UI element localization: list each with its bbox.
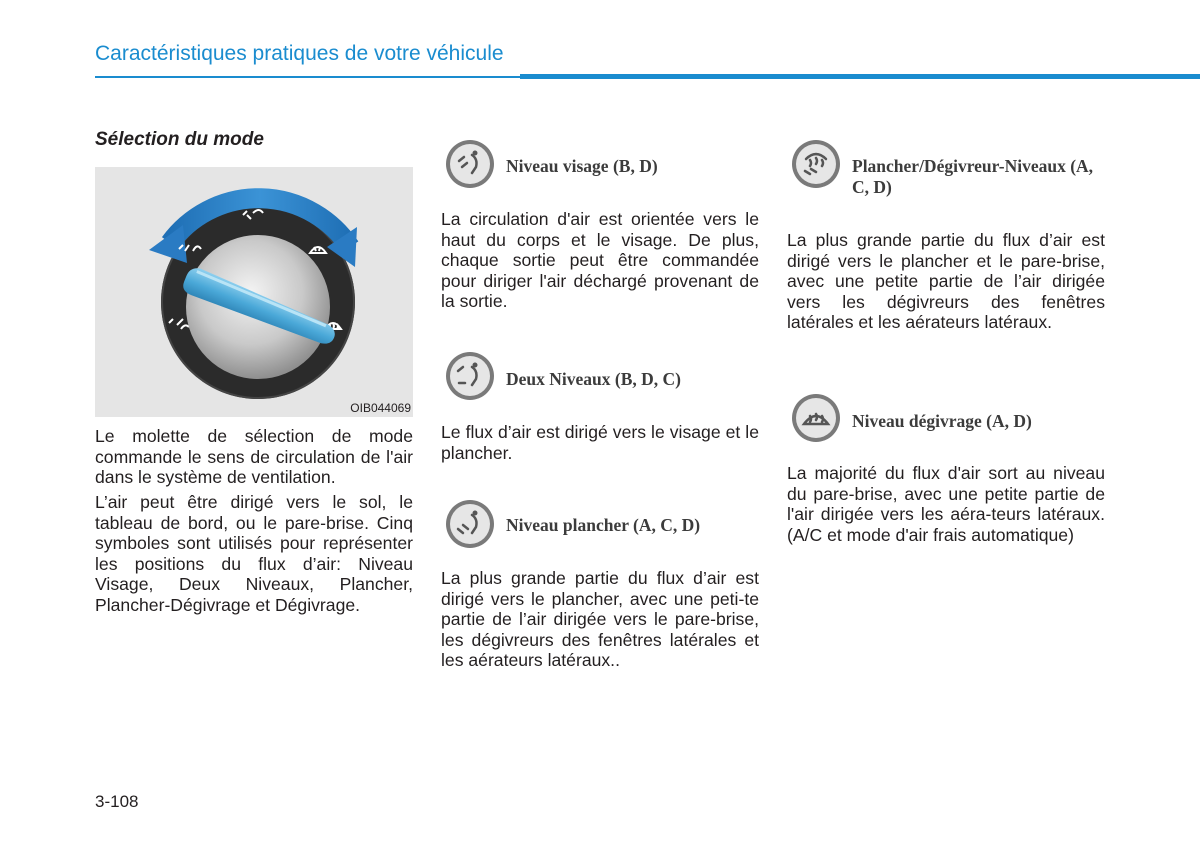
mode-title-floor: Niveau plancher (A, C, D) bbox=[506, 515, 701, 535]
header-rule bbox=[95, 76, 525, 78]
mode-description-defrost: La majorité du flux d'air sort au niveau du pare-brise, avec une petite partie de l'air dirigée vers les aéra-teurs latéraux. (A/C et mode d'air frais automatique) bbox=[787, 463, 1105, 545]
floor-vent-icon bbox=[445, 499, 495, 549]
mode-title-floor-defrost: Plancher/Dégivreur-Niveaux (A, C, D) bbox=[852, 156, 1094, 197]
bi-level-vent-icon bbox=[445, 351, 495, 401]
header-rule-bar bbox=[520, 74, 1200, 79]
mode-description-bi-level: Le flux d’air est dirigé vers le visage et le plancher. bbox=[441, 422, 759, 463]
page-number: 3-108 bbox=[95, 792, 139, 811]
mode-description-floor: La plus grande partie du flux d’air est dirigé vers le plancher, avec une peti-te partie de l’air dirigée vers le pare-brise, les dégivreurs des fenêtres latérales et les aérateurs latéraux.. bbox=[441, 568, 759, 671]
description-paragraph: L’air peut être dirigé vers le sol, le tableau de bord, ou le pare-brise. Cinq symboles sont utilisés pour représenter les positions du flux d’air: Niveau Visage, Deux Niveaux, Plancher, Plancher-Dégivrage et Dégivrage. bbox=[95, 492, 413, 615]
mode-title-bi-level: Deux Niveaux (B, D, C) bbox=[506, 369, 681, 389]
figure-code: OIB044069 bbox=[350, 401, 411, 415]
mode-dial-illustration bbox=[95, 167, 413, 417]
floor-defrost-icon bbox=[791, 139, 841, 189]
mode-title-defrost: Niveau dégivrage (A, D) bbox=[852, 411, 1032, 431]
intro-paragraph: Le molette de sélection de mode commande le sens de circulation de l'air dans le système de ventilation. bbox=[95, 426, 413, 488]
face-vent-icon bbox=[445, 139, 495, 189]
section-heading: Sélection du mode bbox=[95, 129, 264, 150]
mode-title-face: Niveau visage (B, D) bbox=[506, 156, 658, 176]
mode-description-floor-defrost: La plus grande partie du flux d’air est dirigé vers le plancher et le pare-brise, avec une petite partie de l’air dirigée vers les dégivreurs des fenêtres latérales et les aérateurs latéraux. bbox=[787, 230, 1105, 333]
mode-description-face: La circulation d'air est orientée vers le haut du corps et le visage. De plus, chaque sortie peut être commandée pour diriger l'air déchargé provenant de la sortie. bbox=[441, 209, 759, 312]
mode-dial-figure bbox=[95, 167, 413, 417]
defrost-icon bbox=[791, 393, 841, 443]
page-header-title: Caractéristiques pratiques de votre véhicule bbox=[95, 42, 504, 65]
